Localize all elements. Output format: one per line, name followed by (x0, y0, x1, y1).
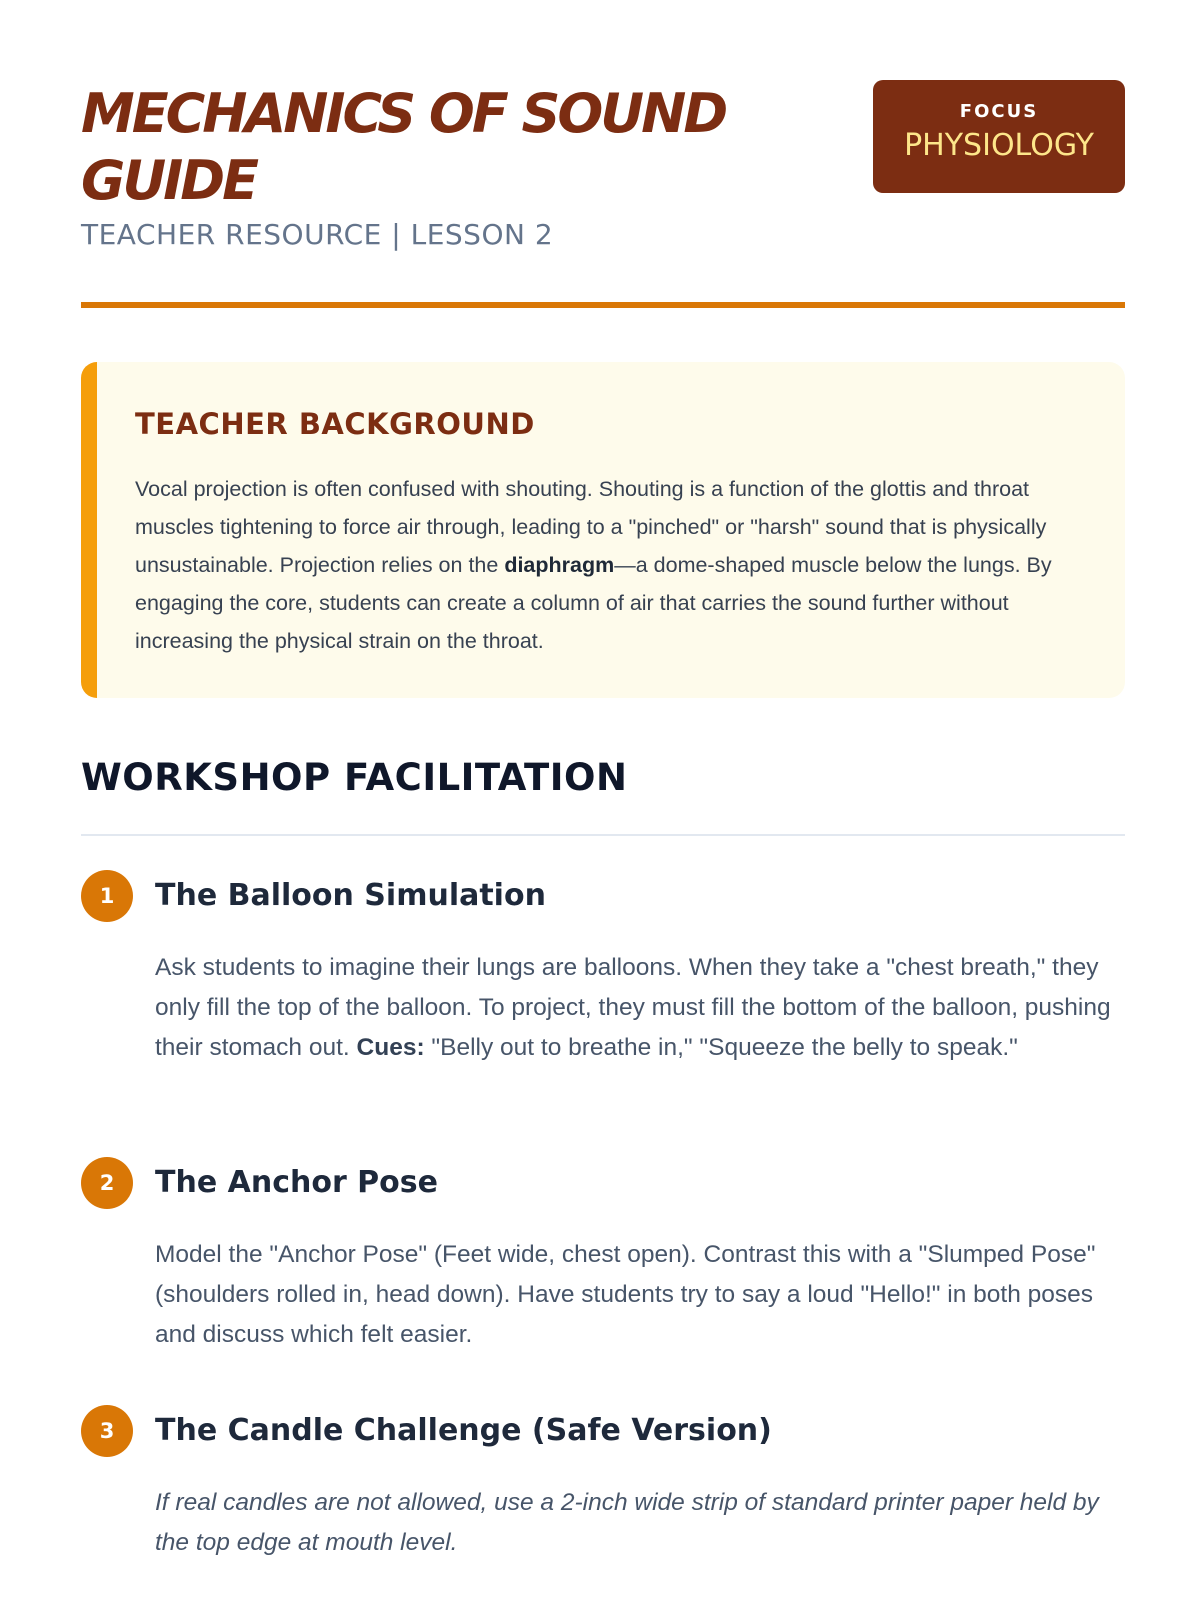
section-divider (81, 834, 1125, 836)
callout-text-part: Vocal projection is often confused with shouting. Shouting is a function of the glottis and throat muscles tightening to force air through, leading to a "pinched" or "harsh" sound that is physically unsustainable. Projection relies on the (135, 477, 1047, 577)
step-description: If real candles are not allowed, use a 2-inch wide strip of standard printer paper held by the top edge at mouth level. (155, 1489, 1099, 1556)
callout-text-part: —a dome-shaped muscle below the lungs. By engaging the core, students can create a column of air that carries the sound further without increasing the physical strain on the throat. (135, 553, 1052, 653)
callout-term: diaphragm (504, 553, 615, 577)
focus-badge (873, 80, 1125, 193)
step-title: The Anchor Pose (155, 1165, 438, 1200)
step-title: The Balloon Simulation (155, 878, 546, 913)
document-header (81, 80, 1125, 304)
callout-title: TEACHER BACKGROUND (135, 407, 535, 441)
callout-text (135, 470, 1085, 660)
step-number-badge: 3 (81, 1405, 133, 1457)
teacher-background-callout (81, 362, 1125, 698)
step-number-badge: 1 (81, 870, 133, 922)
page-subtitle: TEACHER RESOURCE | LESSON 2 (81, 218, 554, 251)
page-title: MECHANICS OF SOUND GUIDE (81, 82, 726, 212)
step-description (155, 948, 1123, 1068)
step-description: Model the "Anchor Pose" (Feet wide, chest open). Contrast this with a "Slumped Pose" (shoulders rolled in, head down). Have students try to say a loud "Hello!" in both poses and discuss which felt easier. (155, 1241, 1096, 1348)
focus-label: FOCUS (959, 101, 1039, 122)
step-number-badge: 2 (81, 1157, 133, 1209)
step-cue-text: "Belly out to breathe in," "Squeeze the belly to speak." (424, 1034, 1018, 1061)
step-title: The Candle Challenge (Safe Version) (155, 1413, 772, 1448)
header-divider (81, 302, 1125, 308)
section-title: WORKSHOP FACILITATION (81, 756, 628, 799)
focus-value: PHYSIOLOGY (904, 128, 1094, 163)
step-text: Ask students to imagine their lungs are balloons. When they take a "chest breath," they only fill the top of the balloon. To project, they must fill the bottom of the balloon, pushing their stomach out. (155, 954, 1111, 1061)
step-cue-label: Cues: (356, 1034, 425, 1061)
document-page (81, 80, 1125, 1556)
